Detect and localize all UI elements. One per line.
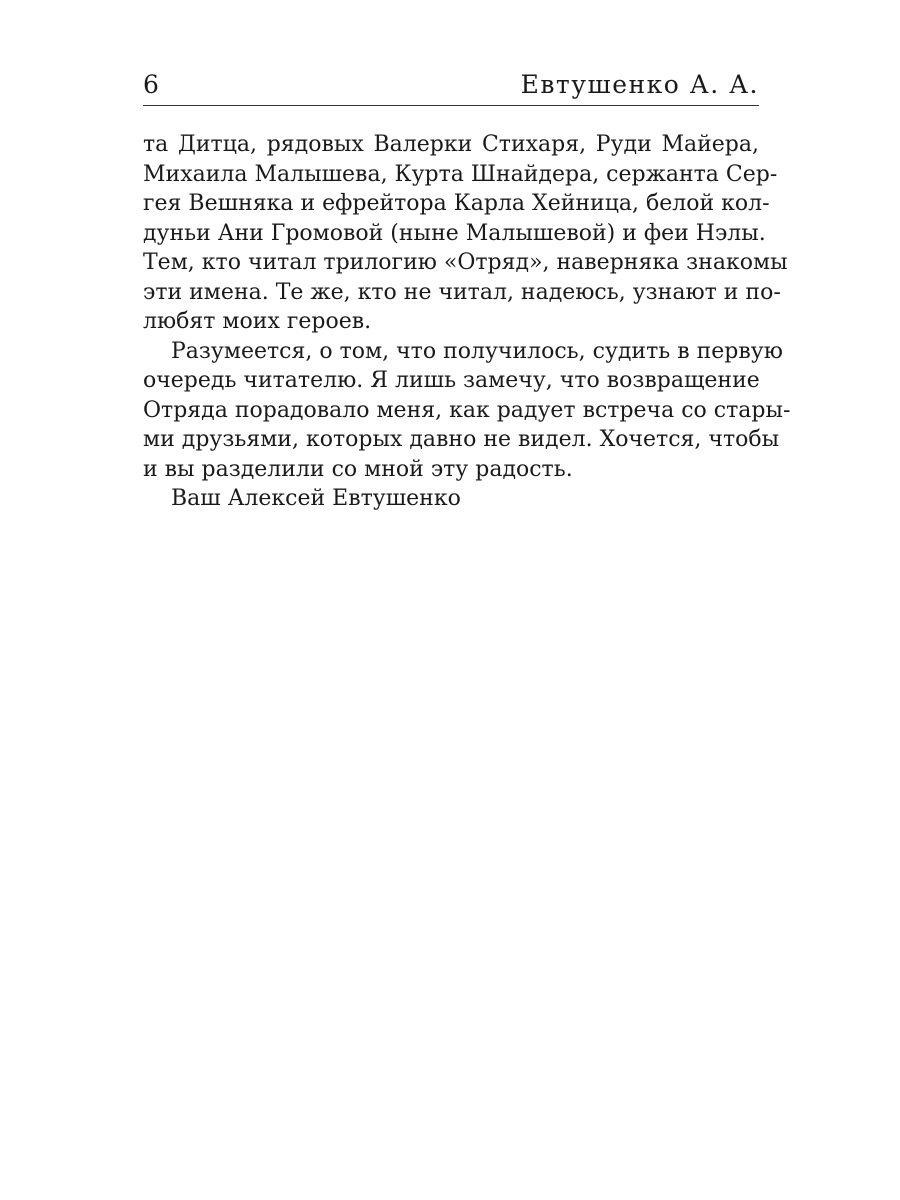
header-divider: [143, 105, 759, 106]
text-line: дуньи Ани Громовой (ныне Малышевой) и феи Нэлы.: [143, 220, 766, 246]
text-line: Тем, кто читал трилогию «Отряд», наверняка знакомы: [143, 250, 788, 275]
text-line: Михаила Малышева, Курта Шнайдера, сержанта Сер-: [143, 161, 778, 187]
text-line: ми друзьями, которых давно не видел. Хочется, чтобы: [143, 427, 780, 452]
text-line: гея Вешняка и ефрейтора Карла Хейница, белой кол-: [143, 191, 770, 216]
text-line: Отряда порадовало меня, как радует встреча со стары-: [143, 397, 791, 423]
body-text: [143, 130, 791, 514]
text-line: очередь читателю. Я лишь замечу, что возвращение: [143, 368, 760, 393]
text-line: любят моих героев.: [143, 309, 372, 334]
text-line: и вы разделили со мной эту радость.: [143, 456, 573, 482]
running-head-author: Евтушенко А. А.: [520, 70, 759, 99]
page-number: 6: [143, 70, 159, 99]
signature-line: Ваш Алексей Евтушенко: [171, 486, 461, 511]
text-line: эти имена. Те же, кто не читал, надеюсь, узнают и по-: [143, 279, 781, 305]
page-header: [143, 70, 759, 100]
text-line: та Дитца, рядовых Валерки Стихаря, Руди Майера,: [143, 132, 759, 157]
text-line: Разумеется, о том, что получилось, судить в первую: [171, 338, 783, 364]
